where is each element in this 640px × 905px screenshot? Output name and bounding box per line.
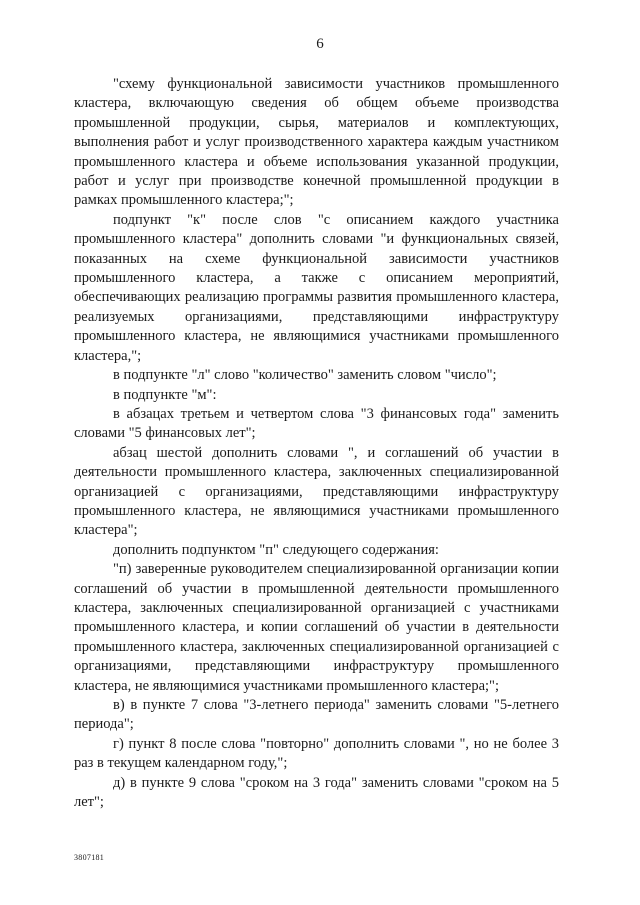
- document-code: 3807181: [74, 853, 105, 862]
- paragraph-9: в) в пункте 7 слова "3-летнего периода" заменить словами "5-летнего периода";: [74, 697, 559, 733]
- page-number: 6: [316, 36, 324, 52]
- paragraph-3: в подпункте "л" слово "количество" заменить словом "число";: [113, 367, 497, 384]
- paragraph-6: абзац шестой дополнить словами ", и соглашений об участии в деятельности промышленного кластера, заключенных специализированной организацией с организациями, представляющими инфраструктуру промышленного кластера, не являющимися участниками промышленного кластера";: [74, 444, 559, 539]
- document-body: [74, 75, 559, 812]
- paragraph-4: в подпункте "м":: [113, 386, 217, 403]
- paragraph-11: д) в пункте 9 слова "сроком на 3 года" заменить словами "сроком на 5 лет";: [74, 774, 559, 811]
- paragraph-2: подпункт "к" после слов "с описанием каждого участника промышленного кластера" дополнить словами "и функциональных связей, показанных на схеме функциональной зависимости участников промышленного кластера, а также с описанием мероприятий, обеспечивающих реализацию программы развития промышленного кластера, реализуемых организациями, представляющими инфраструктуру промышленного кластера, не являющимися участниками промышленного кластера,";: [74, 211, 559, 364]
- paragraph-7: дополнить подпунктом "п" следующего содержания:: [113, 541, 439, 558]
- paragraph-5: в абзацах третьем и четвертом слова "3 финансовых года" заменить словами "5 финансовых лет";: [74, 405, 559, 442]
- paragraph-8: "п) заверенные руководителем специализированной организации копии соглашений об участии в промышленной деятельности промышленного кластера, заключенных специализированной организацией с участниками промышленного кластера, и копии соглашений об участии в деятельности промышленного кластера, заключенных специализированной организацией с организациями, представляющими инфраструктуру промышленного кластера, не являющимися участниками промышленного кластера;";: [74, 561, 559, 694]
- paragraph-1: "схему функциональной зависимости участников промышленного кластера, включающую сведения об общем объеме производства промышленной продукции, сырья, материалов и комплектующих, выполнения работ и услуг производственного характера каждым участником промышленного кластера и объеме использования указанной продукции, работ и услуг при производстве конечной промышленной продукции в рамках промышленного кластера;";: [74, 76, 559, 209]
- paragraph-10: г) пункт 8 после слова "повторно" дополнить словами ", но не более 3 раз в текущем календарном году,";: [74, 735, 559, 772]
